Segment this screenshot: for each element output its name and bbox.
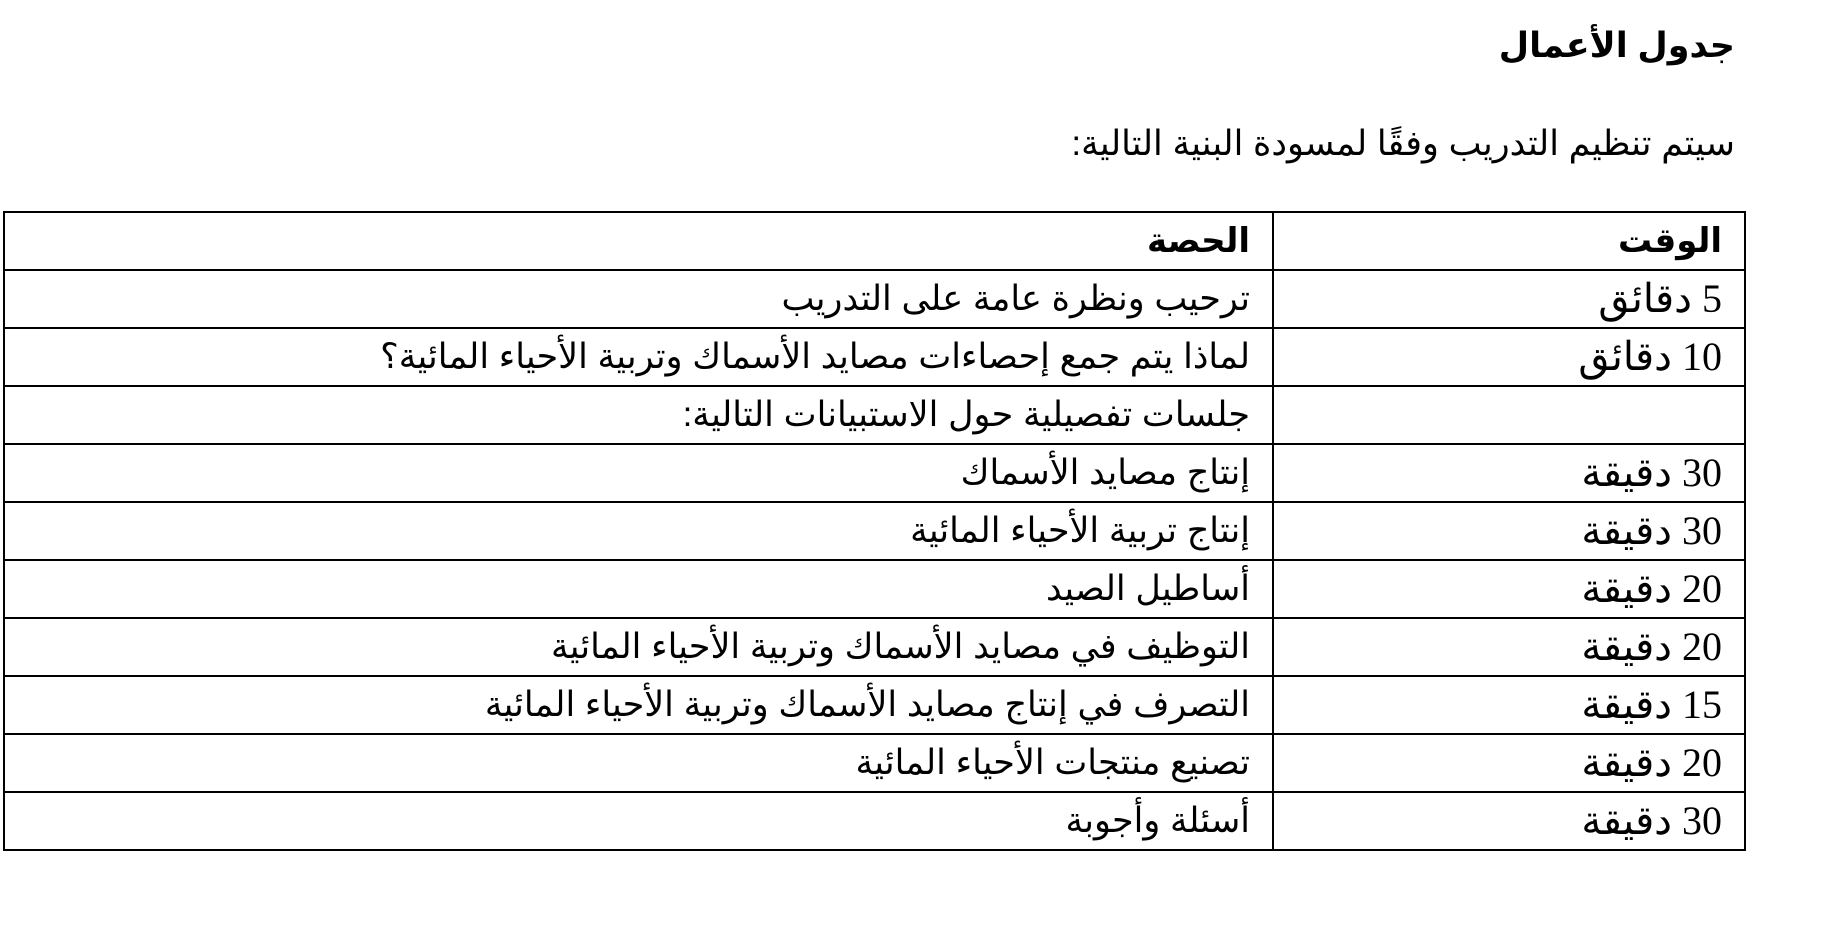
table-row — [4, 618, 1745, 676]
session-cell: تصنيع منتجات الأحياء المائية — [4, 734, 1273, 792]
time-cell: 30 دقيقة — [1273, 792, 1745, 850]
session-cell: أساطيل الصيد — [4, 560, 1273, 618]
session-cell: جلسات تفصيلية حول الاستبيانات التالية: — [4, 386, 1273, 444]
time-cell: 15 دقيقة — [1273, 676, 1745, 734]
session-cell: إنتاج مصايد الأسماك — [4, 444, 1273, 502]
session-cell: إنتاج تربية الأحياء المائية — [4, 502, 1273, 560]
table-row — [4, 560, 1745, 618]
time-cell: 5 دقائق — [1273, 270, 1745, 328]
session-cell: ترحيب ونظرة عامة على التدريب — [4, 270, 1273, 328]
time-cell — [1273, 386, 1745, 444]
session-cell: أسئلة وأجوبة — [4, 792, 1273, 850]
time-cell: 20 دقيقة — [1273, 560, 1745, 618]
table-row — [4, 676, 1745, 734]
time-cell: 10 دقائق — [1273, 328, 1745, 386]
table-row — [4, 502, 1745, 560]
table-row — [4, 444, 1745, 502]
time-column-header: الوقت — [1273, 212, 1745, 270]
table-row — [4, 328, 1745, 386]
time-cell: 20 دقيقة — [1273, 734, 1745, 792]
table-row — [4, 386, 1745, 444]
table-row — [4, 734, 1745, 792]
session-cell: التصرف في إنتاج مصايد الأسماك وتربية الأحياء المائية — [4, 676, 1273, 734]
table-header-row — [4, 212, 1745, 270]
time-cell: 30 دقيقة — [1273, 444, 1745, 502]
time-cell: 20 دقيقة — [1273, 618, 1745, 676]
intro-paragraph: سيتم تنظيم التدريب وفقًا لمسودة البنية التالية: — [1071, 124, 1735, 163]
session-column-header: الحصة — [4, 212, 1273, 270]
table-row — [4, 792, 1745, 850]
table-row — [4, 270, 1745, 328]
agenda-table — [3, 211, 1746, 851]
time-cell: 30 دقيقة — [1273, 502, 1745, 560]
agenda-heading: جدول الأعمال — [1498, 26, 1735, 65]
session-cell: التوظيف في مصايد الأسماك وتربية الأحياء المائية — [4, 618, 1273, 676]
session-cell: لماذا يتم جمع إحصاءات مصايد الأسماك وتربية الأحياء المائية؟ — [4, 328, 1273, 386]
